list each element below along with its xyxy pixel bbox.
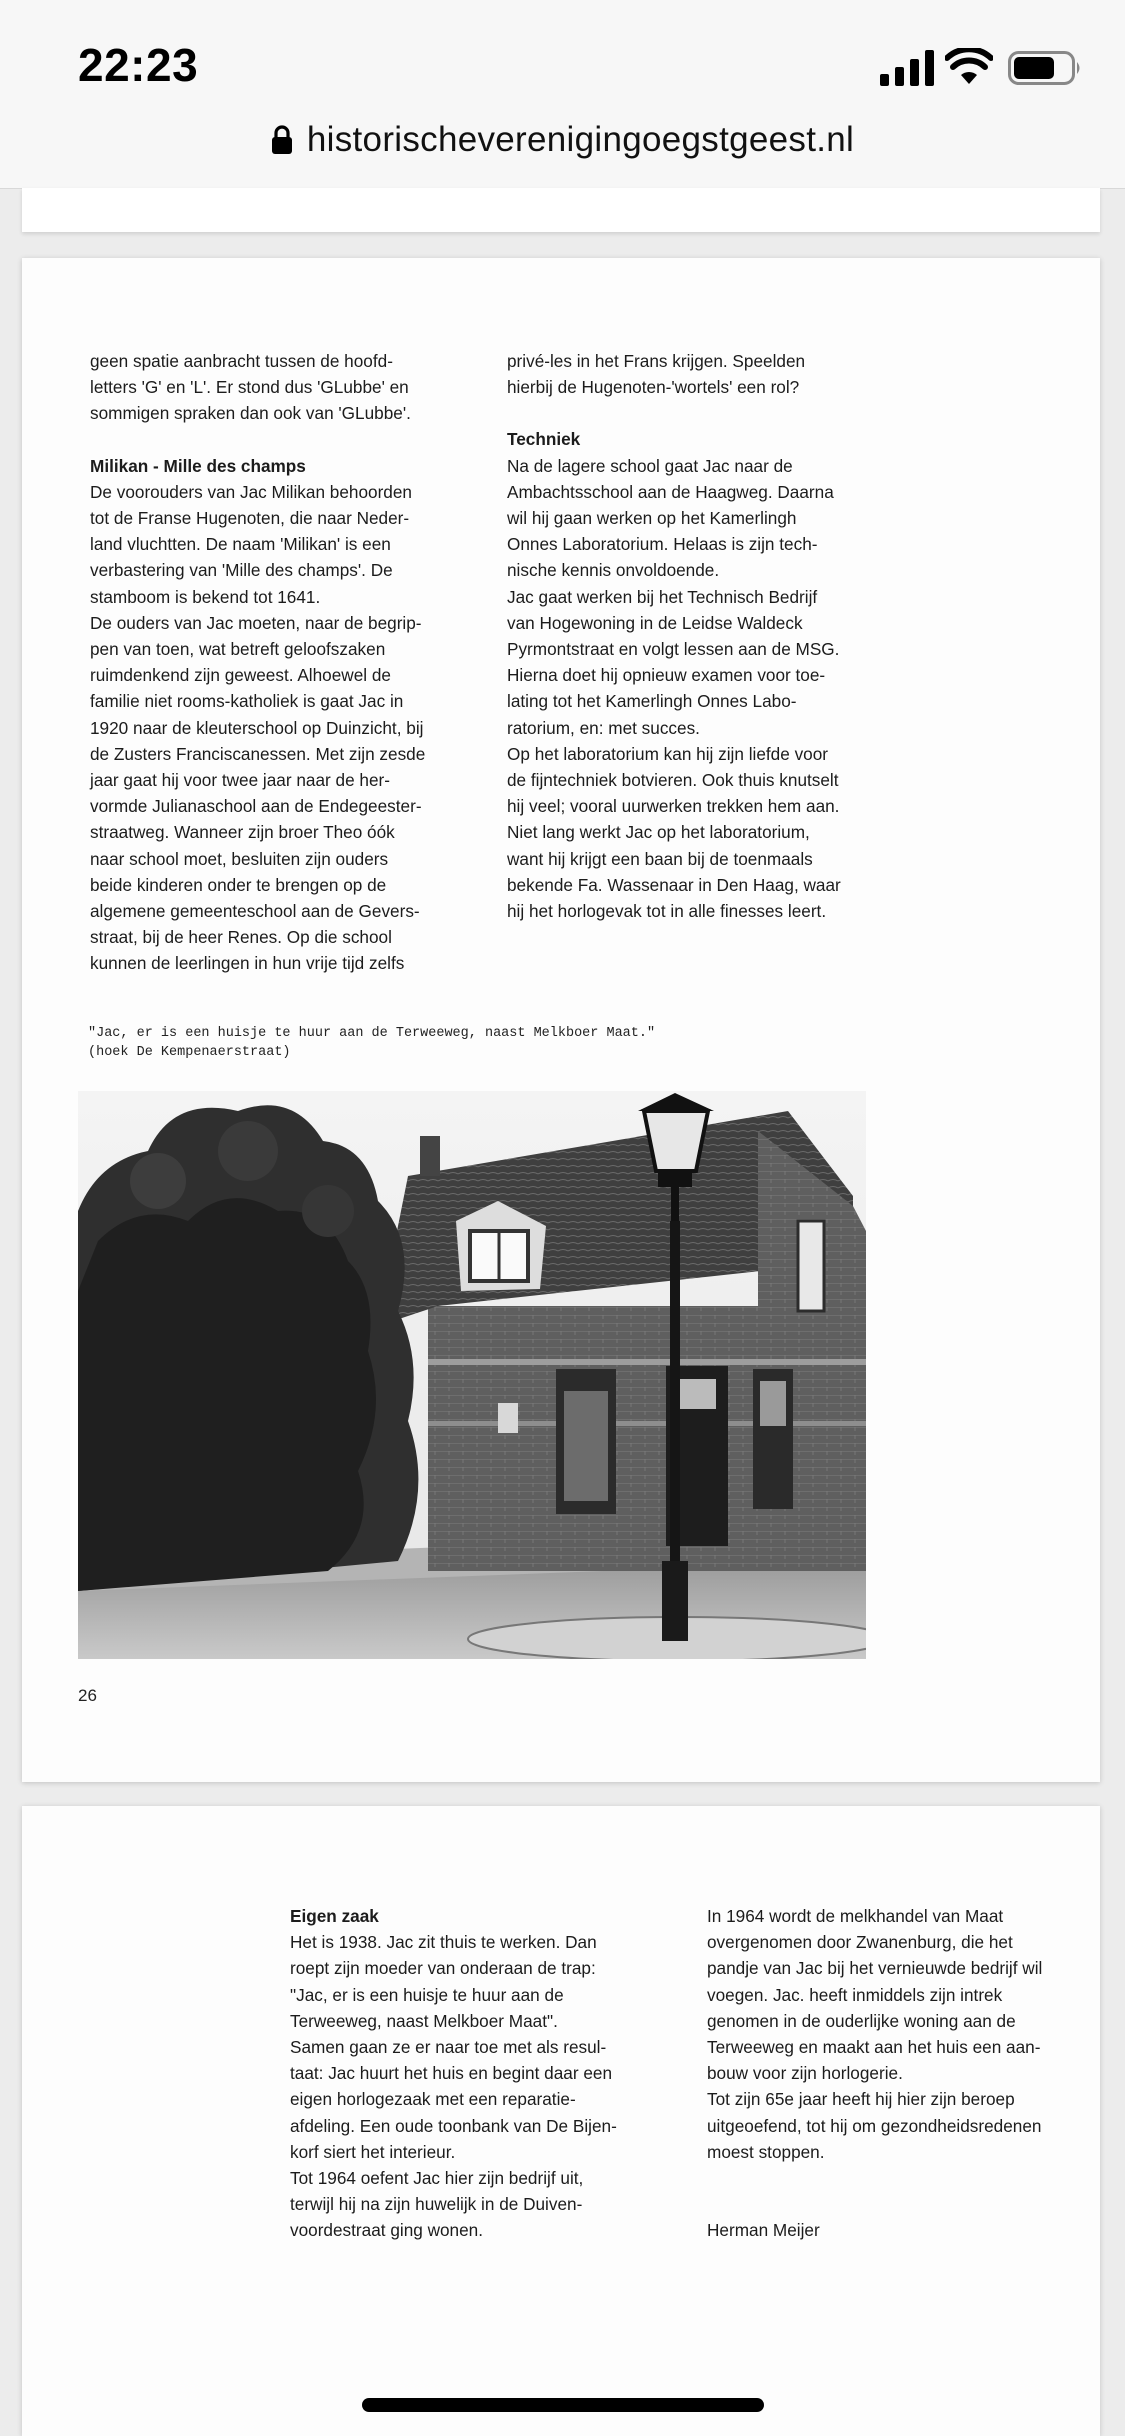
text-line: Ambachtsschool aan de Haagweg. Daarna bbox=[507, 481, 834, 502]
url-text: historischeverenigingoegstgeest.nl bbox=[306, 120, 855, 159]
text-line: pandje van Jac bij het vernieuwde bedrijf wil bbox=[707, 1958, 1043, 1979]
battery-icon bbox=[1008, 50, 1084, 86]
text-line: "Jac, er is een huisje te huur aan de bbox=[290, 1984, 564, 2005]
text-line: voegen. Jac. heeft inmiddels zijn intrek bbox=[707, 1984, 1003, 2005]
page1-right-column bbox=[507, 348, 897, 924]
page2-left-column bbox=[290, 1903, 670, 2244]
text-line: Terweeweg, naast Melkboer Maat". bbox=[290, 2010, 558, 2031]
section-heading-techniek: Techniek bbox=[507, 429, 581, 450]
text-line: bekende Fa. Wassenaar in Den Haag, waar bbox=[507, 874, 841, 895]
lock-icon bbox=[271, 125, 293, 155]
text-line: Pyrmontstraat en volgt lessen aan de MSG. bbox=[507, 639, 840, 660]
text-line: verbastering van 'Mille des champs'. De bbox=[90, 560, 393, 581]
section-heading-milikan: Milikan - Mille des champs bbox=[90, 455, 306, 476]
status-time: 22:23 bbox=[78, 39, 199, 91]
document-page-27 bbox=[22, 1806, 1100, 2436]
text-line: vormde Julianaschool aan de Endegeester- bbox=[90, 796, 422, 817]
text-line: letters 'G' en 'L'. Er stond dus 'GLubbe' en bbox=[90, 377, 409, 398]
text-line: straatweg. Wanneer zijn broer Theo óók bbox=[90, 822, 395, 843]
text-line: tot de Franse Hugenoten, die naar Neder- bbox=[90, 508, 410, 529]
text-line: eigen horlogezaak met een reparatie- bbox=[290, 2089, 576, 2110]
caption-quote: "Jac, er is een huisje te huur aan de Terweeweg, naast Melkboer Maat." bbox=[88, 1026, 656, 1041]
text-line: Samen gaan ze er naar toe met als resul- bbox=[290, 2037, 607, 2058]
text-line: van Hogewoning in de Leidse Waldeck bbox=[507, 612, 803, 633]
text-line: hij het horlogevak tot in alle finesses leert. bbox=[507, 901, 827, 922]
page2-right-column bbox=[707, 1903, 1087, 2243]
caption-location: (hoek De Kempenaerstraat) bbox=[88, 1045, 291, 1060]
browser-chrome bbox=[0, 0, 1125, 189]
photo-caption bbox=[88, 1024, 988, 1062]
previous-page-edge bbox=[22, 188, 1100, 232]
page1-left-column bbox=[90, 348, 485, 977]
text-line: ruimdenkend zijn geweest. Alhoewel de bbox=[90, 665, 391, 686]
text-line: 1920 naar de kleuterschool op Duinzicht, bij bbox=[90, 717, 424, 738]
text-line: geen spatie aanbracht tussen de hoofd- bbox=[90, 351, 393, 371]
text-line: want hij krijgt een baan bij de toenmaals bbox=[507, 848, 813, 869]
text-line: bouw voor zijn horlogerie. bbox=[707, 2063, 903, 2084]
text-line: pen van toen, wat betreft geloofszaken bbox=[90, 639, 386, 660]
text-line: familie niet rooms-katholiek is gaat Jac in bbox=[90, 691, 404, 712]
text-line: privé-les in het Frans krijgen. Speelden bbox=[507, 351, 806, 371]
text-line: voordestraat ging wonen. bbox=[290, 2220, 484, 2241]
document-page-26 bbox=[22, 258, 1100, 1782]
text-line: Tot 1964 oefent Jac hier zijn bedrijf uit, bbox=[290, 2168, 584, 2189]
text-line: de fijntechniek botvieren. Ook thuis knutselt bbox=[507, 770, 839, 791]
text-line: Hierna doet hij opnieuw examen voor toe- bbox=[507, 665, 826, 686]
text-line: Na de lagere school gaat Jac naar de bbox=[507, 455, 793, 476]
text-line: hierbij de Hugenoten-'wortels' een rol? bbox=[507, 377, 800, 398]
text-line: afdeling. Een oude toonbank van De Bijen- bbox=[290, 2115, 617, 2136]
text-line: genomen in de ouderlijke woning aan de bbox=[707, 2010, 1016, 2031]
section-heading-eigen-zaak: Eigen zaak bbox=[290, 1906, 379, 1926]
text-line: Op het laboratorium kan hij zijn liefde voor bbox=[507, 743, 828, 764]
home-indicator[interactable] bbox=[362, 2398, 764, 2412]
text-line: beide kinderen onder te brengen op de bbox=[90, 874, 387, 895]
text-line: kunnen de leerlingen in hun vrije tijd zelfs bbox=[90, 953, 405, 974]
text-line: ratorium, en: met succes. bbox=[507, 717, 700, 738]
text-line: roept zijn moeder van onderaan de trap: bbox=[290, 1958, 596, 1979]
text-line: taat: Jac huurt het huis en begint daar een bbox=[290, 2063, 613, 2084]
text-line: nische kennis onvoldoende. bbox=[507, 560, 720, 581]
text-line: de Zusters Franciscanessen. Met zijn zesde bbox=[90, 743, 426, 764]
text-line: stamboom is bekend tot 1641. bbox=[90, 586, 321, 607]
text-line: Jac gaat werken bij het Technisch Bedrijf bbox=[507, 586, 818, 607]
text-line: hij veel; vooral uurwerken trekken hem aan. bbox=[507, 796, 840, 817]
text-line: straat, bij de heer Renes. Op die school bbox=[90, 927, 392, 948]
text-line: lating tot het Kamerlingh Onnes Labo- bbox=[507, 691, 797, 712]
text-line: land vluchtten. De naam 'Milikan' is een bbox=[90, 534, 391, 555]
text-line: wil hij gaan werken op het Kamerlingh bbox=[507, 508, 797, 529]
wifi-icon bbox=[945, 48, 993, 86]
text-line: uitgeoefend, tot hij om gezondheidsredenen bbox=[707, 2115, 1042, 2136]
text-line: Onnes Laboratorium. Helaas is zijn tech- bbox=[507, 534, 818, 555]
text-line: Terweeweg en maakt aan het huis een aan- bbox=[707, 2037, 1041, 2058]
author-name: Herman Meijer bbox=[707, 2220, 820, 2241]
cellular-signal-icon bbox=[880, 50, 936, 86]
house-photo bbox=[78, 1091, 866, 1659]
text-line: Het is 1938. Jac zit thuis te werken. Dan bbox=[290, 1932, 597, 1953]
text-line: algemene gemeenteschool aan de Gevers- bbox=[90, 901, 420, 922]
text-line: De ouders van Jac moeten, naar de begrip- bbox=[90, 612, 422, 633]
text-line: sommigen spraken dan ook van 'GLubbe'. bbox=[90, 403, 411, 424]
text-line: jaar gaat hij voor twee jaar naar de her- bbox=[90, 770, 390, 791]
page-number: 26 bbox=[78, 1686, 97, 1705]
text-line: moest stoppen. bbox=[707, 2141, 825, 2162]
text-line: overgenomen door Zwanenburg, die het bbox=[707, 1932, 1013, 1953]
text-line: In 1964 wordt de melkhandel van Maat bbox=[707, 1906, 1004, 1926]
text-line: naar school moet, besluiten zijn ouders bbox=[90, 848, 389, 869]
text-line: Tot zijn 65e jaar heeft hij hier zijn beroep bbox=[707, 2089, 1015, 2110]
text-line: korf siert het interieur. bbox=[290, 2141, 456, 2162]
text-line: De voorouders van Jac Milikan behoorden bbox=[90, 481, 412, 502]
address-bar[interactable] bbox=[0, 110, 1125, 170]
text-line: terwijl hij na zijn huwelijk in de Duiven- bbox=[290, 2194, 583, 2215]
text-line: Niet lang werkt Jac op het laboratorium, bbox=[507, 822, 810, 843]
